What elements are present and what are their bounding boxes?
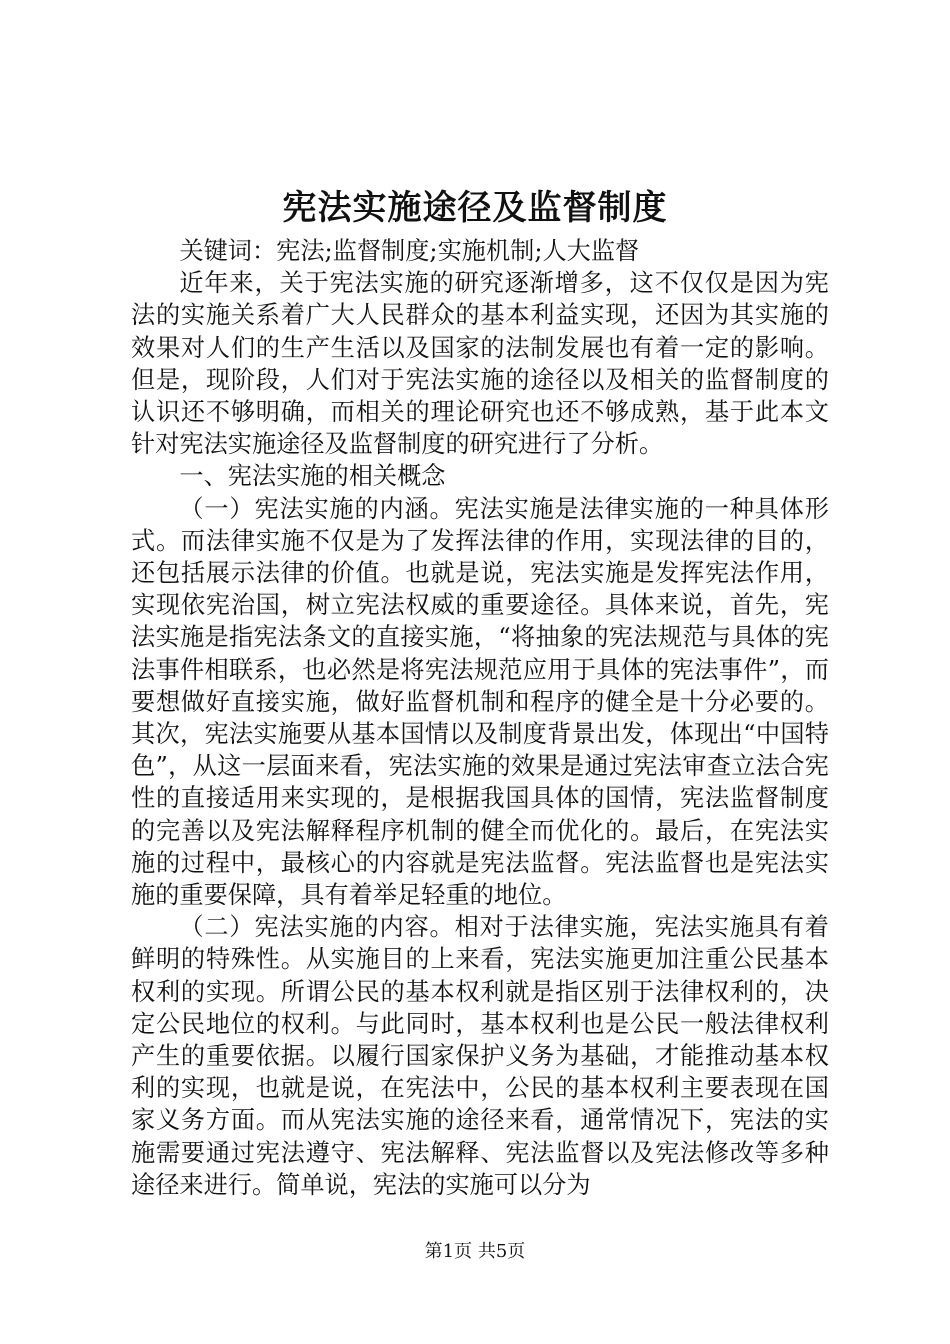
paragraph-connotation: （一）宪法实施的内涵。宪法实施是法律实施的一种具体形式。而法律实施不仅是为了发挥法律的作用，实现法律的目的，还包括展示法律的价值。也就是说，宪法实施是发挥宪法作用，实现依宪治国，树立宪法权威的重要途径。具体来说，首先，宪法实施是指宪法条文的直接实施，“将抽象的宪法规范与具体的宪法事件相联系，也必然是将宪法规范应用于具体的宪法事件”，而要想做好直接实施，做好监督机制和程序的健全是十分必要的。其次，宪法实施要从基本国情以及制度背景出发，体现出“中国特色”，从这一层面来看，宪法实施的效果是通过宪法审查立法合宪性的直接适用来实现的，是根据我国具体的国情，宪法监督制度的完善以及宪法解释程序机制的健全而优化的。最后，在宪法实施的过程中，最核心的内容就是宪法监督。宪法监督也是宪法实施的重要保障，具有着举足轻重的地位。 bbox=[131, 494, 829, 910]
paragraph-intro: 近年来，关于宪法实施的研究逐渐增多，这不仅仅是因为宪法的实施关系着广大人民群众的基本利益实现，还因为其实施的效果对人们的生产生活以及国家的法制发展也有着一定的影响。但是，现阶段，人们对于宪法实施的途径以及相关的监督制度的认识还不够明确，而相关的理论研究也还不够成熟，基于此本文针对宪法实施途径及监督制度的研究进行了分析。 bbox=[131, 269, 829, 459]
document-title: 宪法实施途径及监督制度 bbox=[282, 188, 668, 228]
page-footer: 第1页 共5页 bbox=[424, 1241, 526, 1262]
document-body bbox=[131, 235, 829, 1201]
keywords-line: 关键词：宪法;监督制度;实施机制;人大监督 bbox=[179, 237, 640, 265]
section-heading: 一、宪法实施的相关概念 bbox=[179, 462, 446, 491]
paragraph-content: （二）宪法实施的内容。相对于法律实施，宪法实施具有着鲜明的特殊性。从实施目的上来看，宪法实施更加注重公民基本权利的实现。所谓公民的基本权利就是指区别于法律权利的，决定公民地位的权利。与此同时，基本权利也是公民一般法律权利产生的重要依据。以履行国家保护义务为基础，才能推动基本权利的实现，也就是说，在宪法中，公民的基本权利主要表现在国家义务方面。而从宪法实施的途径来看，通常情况下，宪法的实施需要通过宪法遵守、宪法解释、宪法监督以及宪法修改等多种途径来进行。简单说，宪法的实施可以分为 bbox=[131, 913, 829, 1199]
